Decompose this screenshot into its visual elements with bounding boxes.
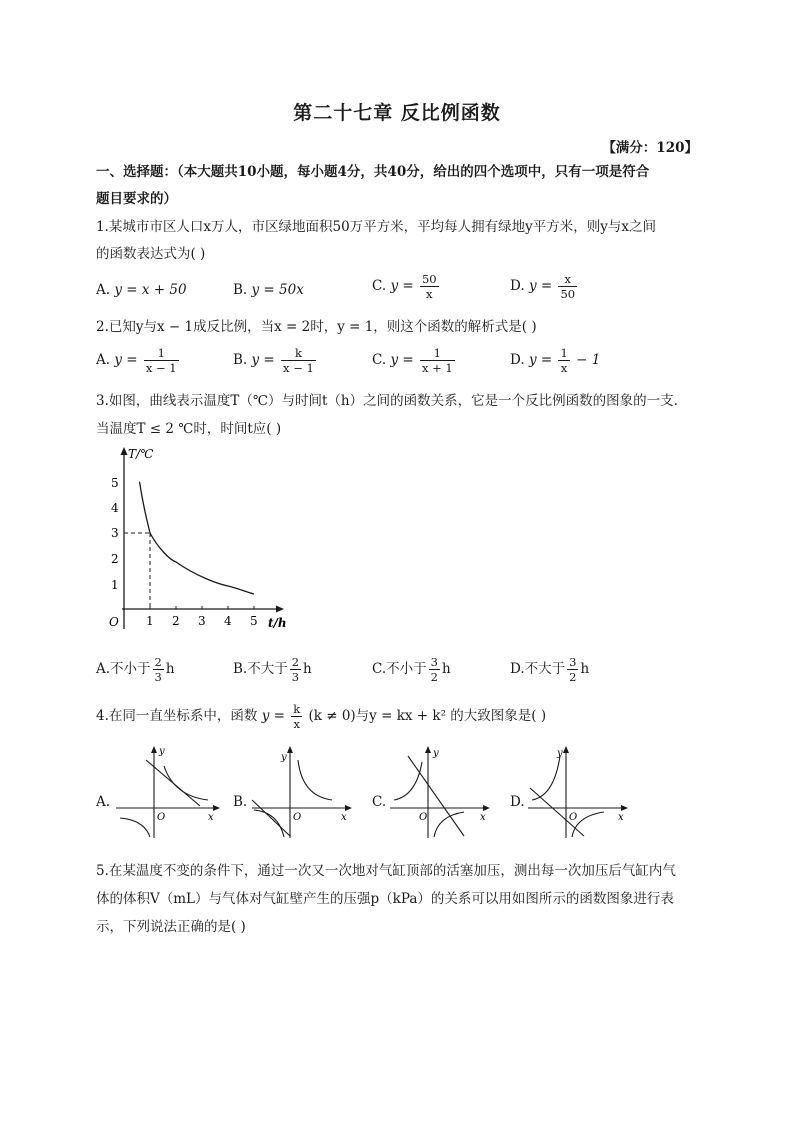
fraction xyxy=(420,272,439,301)
option-lhs: y = xyxy=(528,278,553,294)
x-axis-label: x xyxy=(480,812,486,823)
option-lhs: y = xyxy=(528,352,553,368)
y-tick-label: 5 xyxy=(111,476,119,490)
denominator: 2 xyxy=(430,670,438,684)
y-tick-label: 4 xyxy=(111,501,119,515)
fraction xyxy=(153,655,164,684)
option-label: C. xyxy=(372,278,387,294)
q2-option-c[interactable] xyxy=(372,346,457,375)
q3-option-a[interactable] xyxy=(96,655,175,684)
fraction xyxy=(420,346,455,375)
q4-graph-b[interactable] xyxy=(248,742,360,840)
y-axis-arrow-icon xyxy=(287,746,293,753)
q2-option-d[interactable] xyxy=(510,346,600,375)
option-lhs: y = xyxy=(390,352,414,368)
q4-text-suffix: (k ≠ 0)与y = kx + k² 的大致图象是( ) xyxy=(308,708,547,724)
denominator: x − 1 xyxy=(145,361,177,375)
x-axis-label: x xyxy=(618,812,624,823)
q4-option-c-label[interactable]: C. xyxy=(372,794,387,810)
origin-label: O xyxy=(569,812,578,823)
numerator: x xyxy=(558,272,577,287)
line-graph xyxy=(408,756,464,836)
page-title: 第二十七章 反比例函数 xyxy=(293,102,501,124)
fraction xyxy=(291,702,302,731)
q4-graph-a[interactable] xyxy=(112,742,224,840)
option-label: D. xyxy=(510,278,525,294)
section-heading-line1: 一、选择题：（本大题共10小题，每小题4分，共40分，给出的四个选项中，只有一项是符合 xyxy=(96,164,650,180)
x-axis-arrow-icon xyxy=(621,805,628,811)
y-axis-label: y xyxy=(159,746,165,757)
option-label: B. xyxy=(233,352,248,368)
numerator: 50 xyxy=(421,272,437,286)
x-tick-label: 3 xyxy=(198,614,206,628)
origin-label: O xyxy=(109,615,119,629)
full-score: 【满分：120】 xyxy=(602,140,698,156)
q3-temperature-graph xyxy=(92,444,292,639)
denominator: 3 xyxy=(291,670,300,684)
denominator: 50 xyxy=(560,287,576,301)
q4-text-line1 xyxy=(96,702,546,731)
option-label: B.不大于 xyxy=(233,661,288,677)
q1-option-a[interactable] xyxy=(96,281,187,299)
q4-text-prefix: 4.在同一直坐标系中，函数 xyxy=(96,708,258,724)
numerator: 2 xyxy=(154,655,162,669)
y-axis-arrow-icon xyxy=(121,447,128,455)
y-axis-label: y xyxy=(433,748,439,759)
y-axis-arrow-icon xyxy=(425,746,431,753)
denominator: x xyxy=(560,361,568,375)
x-axis-arrow-icon xyxy=(483,805,490,811)
q4-option-d-label[interactable]: D. xyxy=(510,794,525,810)
numerator: k xyxy=(293,702,301,716)
x-axis-label: x xyxy=(341,812,347,823)
hyperbola-branch xyxy=(120,818,150,837)
option-lhs: y = xyxy=(251,352,275,368)
fraction xyxy=(558,272,577,301)
hyperbola-branch xyxy=(434,812,464,837)
fraction xyxy=(567,655,578,684)
option-label: D. xyxy=(510,352,525,368)
option-label: C. xyxy=(372,352,387,368)
option-tail: − 1 xyxy=(576,352,601,368)
q3-text-line1: 3.如图，曲线表示温度T（℃）与时间t（h）之间的函数关系，它是一个反比例函数的图象的一支. xyxy=(96,393,678,409)
origin-label: O xyxy=(419,812,428,823)
numerator: 3 xyxy=(430,655,438,669)
option-label: A.不小于 xyxy=(96,661,151,677)
option-label: D.不大于 xyxy=(510,661,566,677)
unit: h xyxy=(165,661,175,677)
fraction xyxy=(290,655,301,684)
option-label: B. xyxy=(233,282,248,298)
unit: h xyxy=(303,661,312,677)
q2-option-b[interactable] xyxy=(233,346,318,375)
denominator: 2 xyxy=(569,670,577,684)
hyperbola-branch xyxy=(254,810,284,837)
q5-text-line2: 体的体积V（mL）与气体对气缸壁产生的压强p（kPa）的关系可以用如图所示的函数图象进行表 xyxy=(96,891,674,907)
x-tick-label: 4 xyxy=(224,614,232,628)
y-axis-label: T/℃ xyxy=(128,447,154,461)
q1-option-c[interactable] xyxy=(372,272,441,301)
q4-graph-d[interactable] xyxy=(524,742,636,840)
x-axis-arrow-icon xyxy=(213,805,220,811)
denominator: x + 1 xyxy=(421,361,453,375)
y-axis-label: y xyxy=(557,748,563,759)
x-axis-arrow-icon xyxy=(276,606,284,613)
option-expression: y = x + 50 xyxy=(114,282,187,298)
option-label: A. xyxy=(96,282,111,298)
denominator: 3 xyxy=(154,670,162,684)
hyperbola-branch xyxy=(394,762,422,800)
fraction xyxy=(281,346,316,375)
q3-text-line2: 当温度T ≤ 2 ℃时，时间t应( ) xyxy=(96,421,282,437)
option-lhs: y = xyxy=(390,278,414,294)
unit: h xyxy=(580,661,590,677)
numerator: 1 xyxy=(420,346,455,361)
y-tick-label: 3 xyxy=(111,526,119,540)
option-lhs: y = xyxy=(114,352,138,368)
option-label: C.不小于 xyxy=(372,661,427,677)
y-axis-arrow-icon xyxy=(151,746,157,753)
q2-option-a[interactable] xyxy=(96,346,181,375)
section-heading-line2: 题目要求的） xyxy=(96,191,177,207)
y-tick-label: 2 xyxy=(111,552,119,566)
q4-graph-c[interactable] xyxy=(386,742,498,840)
hyperbola-branch xyxy=(164,766,208,800)
option-expression: y = 50x xyxy=(251,282,304,298)
q3-option-c[interactable] xyxy=(372,655,451,684)
denominator: x − 1 xyxy=(283,361,314,375)
numerator: 1 xyxy=(560,346,568,360)
numerator: 1 xyxy=(144,346,179,361)
x-tick-label: 5 xyxy=(250,614,258,628)
denominator: x xyxy=(426,287,433,301)
q1-option-d[interactable] xyxy=(510,272,579,301)
q2-text-line1: 2.已知y与x − 1成反比例，当x = 2时，y = 1，则这个函数的解析式是( ) xyxy=(96,319,537,335)
option-label: A. xyxy=(96,352,111,368)
q4-lhs: y = xyxy=(261,708,285,724)
line-graph xyxy=(252,800,290,836)
denominator: x xyxy=(293,717,300,731)
q3-option-b[interactable] xyxy=(233,655,312,684)
fraction xyxy=(144,346,179,375)
x-tick-label: 2 xyxy=(172,614,180,628)
fraction xyxy=(558,346,569,375)
x-axis-label: t/h xyxy=(268,616,287,630)
q1-option-b[interactable] xyxy=(233,281,304,299)
q1-text-line1: 1.某城市市区人口x万人，市区绿地面积50万平方米，平均每人拥有绿地y平方米，则y与x之间 xyxy=(96,219,657,235)
q5-text-line1: 5.在某温度不变的条件下，通过一次又一次地对气缸顶部的活塞加压，测出每一次加压后气缸内气 xyxy=(96,863,676,879)
x-tick-label: 1 xyxy=(146,614,154,628)
inverse-curve xyxy=(140,482,255,594)
hyperbola-branch xyxy=(298,760,332,800)
numerator: 3 xyxy=(569,655,577,669)
y-axis-arrow-icon xyxy=(563,746,569,753)
fraction xyxy=(429,655,440,684)
y-axis-label: y xyxy=(281,752,287,763)
origin-label: O xyxy=(293,812,302,823)
numerator: 2 xyxy=(291,655,300,669)
q5-text-line3: 示，下列说法正确的是( ) xyxy=(96,919,246,935)
origin-label: O xyxy=(157,812,166,823)
x-axis-label: x xyxy=(208,812,214,823)
y-tick-label: 1 xyxy=(111,578,119,592)
q3-option-d[interactable] xyxy=(510,655,589,684)
numerator: k xyxy=(281,346,316,361)
q4-option-b-label[interactable]: B. xyxy=(233,794,248,810)
q1-text-line2: 的函数表达式为( ) xyxy=(96,246,206,262)
unit: h xyxy=(441,661,451,677)
x-axis-arrow-icon xyxy=(345,805,352,811)
q4-option-a-label[interactable]: A. xyxy=(96,794,111,810)
